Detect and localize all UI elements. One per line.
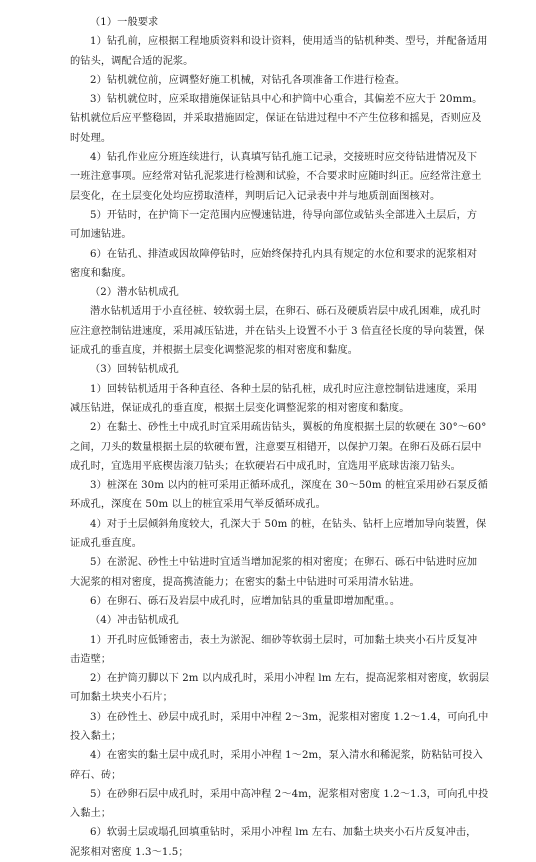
paragraph-line: 击造壁； xyxy=(70,653,112,665)
paragraph-line: 环成孔，深度在 50m 以上的桩宜采用气举反循环成孔。 xyxy=(70,499,326,511)
paragraph-line: 碎石、砖； xyxy=(70,769,122,781)
paragraph-line: 3）桩深在 30m 以内的桩可采用正循环成孔，深度在 30～50m 的桩宜采用砂石泵反循 xyxy=(90,480,488,492)
paragraph-line: 3）钻机就位时，应采取措施保证钻具中心和护筒中心重合，其偏差不应大于 20mm。 xyxy=(90,94,483,106)
paragraph-line: 证成孔的垂直度，并根据土层变化调整泥浆的相对密度和黏度。 xyxy=(70,345,359,357)
paragraph-line: 之间，刀头的数量根据土层的软硬布置，注意要互相错开，以保护刀架。在卵石及砾石层中 xyxy=(70,441,482,453)
paragraph-line: 钻机就位后应平整稳固，并采取措施固定，保证在钻进过程中不产生位移和摇晃，否则应及 xyxy=(70,113,482,125)
paragraph-line: 层变化，在土层变化处均应捞取渣样，判明后记入记录表中并与地质剖面图核对。 xyxy=(70,190,441,202)
paragraph-line: 应注意控制钻进速度，采用减压钻进，并在钻头上设置不小于 3 倍直径长度的导向装置，保 xyxy=(70,325,485,337)
paragraph-line: 泥浆相对密度 1.3～1.5； xyxy=(70,846,189,858)
paragraph-line: 大泥浆的相对密度，提高携渣能力；在密实的黏土中钻进时可采用清水钻进。 xyxy=(70,576,420,588)
paragraph-line: 时处理。 xyxy=(70,132,112,144)
section-heading: （2）潜水钻机成孔 xyxy=(90,287,179,299)
paragraph-line: 入黏土； xyxy=(70,808,112,820)
paragraph-line: 可加黏土块夹小石片； xyxy=(70,692,173,704)
section-heading: （4）冲击钻机成孔 xyxy=(90,615,179,627)
paragraph-line: 投入黏土； xyxy=(70,730,122,742)
paragraph-line: 5）在淤泥、砂性土中钻进时宜适当增加泥浆的相对密度；在卵石、砾石中钻进时应加 xyxy=(90,557,478,569)
paragraph-line: 4）钻孔作业应分班连续进行，认真填写钻孔施工记录，交接班时应交待钻进情况及下 xyxy=(90,152,478,164)
paragraph-line: 4）对于土层倾斜角度较大，孔深大于 50m 的桩，在钻头、钻杆上应增加导向装置，保 xyxy=(90,518,487,530)
paragraph-line: 5）开钻时，在护筒下一定范围内应慢速钻进，待导向部位或钻头全部进入土层后，方 xyxy=(90,209,478,221)
paragraph-line: 6）在钻孔、排渣或因故障停钻时，应始终保持孔内具有规定的水位和要求的泥浆相对 xyxy=(90,248,478,260)
paragraph-line: 成孔时，宜选用平底楔齿滚刀钻头；在软硬岩石中成孔时，宜选用平底球齿滚刀钻头。 xyxy=(70,460,461,472)
paragraph-line: 的钻头，调配合适的泥浆。 xyxy=(70,55,194,67)
paragraph-line: 1）回转钻机适用于各种直径、各种土层的钻孔桩，成孔时应注意控制钻进速度，采用 xyxy=(90,383,478,395)
paragraph-line: 2）在护筒刃脚以下 2m 以内成孔时，采用小冲程 lm 左右，提高泥浆相对密度，软弱层 xyxy=(90,673,490,685)
paragraph-line: 1）钻孔前，应根据工程地质资料和设计资料，使用适当的钻机种类、型号，并配备适用 xyxy=(90,36,488,48)
paragraph-line: 5）在砂卵石层中成孔时，采用中高冲程 2～4m，泥浆相对密度 1.2～1.3，可向孔中投 xyxy=(90,788,489,800)
section-heading: （3）回转钻机成孔 xyxy=(90,364,179,376)
paragraph-line: 3）在砂性土、砂层中成孔时，采用中冲程 2～3m，泥浆相对密度 1.2～1.4，可向孔中 xyxy=(90,711,489,723)
paragraph-line: 一班注意事项。应经常对钻孔泥浆进行检测和试验，不合要求时应随时纠正。应经常注意土 xyxy=(70,171,482,183)
paragraph-line: 可加速钻进。 xyxy=(70,229,132,241)
paragraph-line: 潜水钻机适用于小直径桩、较软弱土层，在卵石、砾石及硬质岩层中成孔困难，成孔时 xyxy=(90,306,481,318)
paragraph-line: 1）开孔时应低锤密击，表土为淤泥、细砂等软弱土层时，可加黏土块夹小石片反复冲 xyxy=(90,634,478,646)
paragraph-line: 密度和黏度。 xyxy=(70,267,132,279)
paragraph-line: 2）钻机就位前，应调整好施工机械，对钻孔各项准备工作进行检查。 xyxy=(90,74,406,86)
paragraph-line: 2）在黏土、砂性土中成孔时宜采用疏齿钻头，翼板的角度根据土层的软硬在 30°～60° xyxy=(90,422,487,434)
paragraph-line: 4）在密实的黏土层中成孔时，采用小冲程 1～2m，泵入清水和稀泥浆，防粘钻可投入 xyxy=(90,750,483,762)
paragraph-line: 6）软弱土层或塌孔回填重钻时，采用小冲程 lm 左右、加黏土块夹小石片反复冲击， xyxy=(90,827,477,839)
section-heading: （1）一般要求 xyxy=(90,17,159,28)
paragraph-line: 6）在卵石、砾石及岩层中成孔时，应增加钻具的重量即增加配重。。 xyxy=(90,595,401,607)
paragraph-line: 减压钻进，保证成孔的垂直度，根据土层变化调整泥浆的相对密度和黏度。 xyxy=(70,402,410,414)
paragraph-line: 证成孔垂直度。 xyxy=(70,538,143,550)
